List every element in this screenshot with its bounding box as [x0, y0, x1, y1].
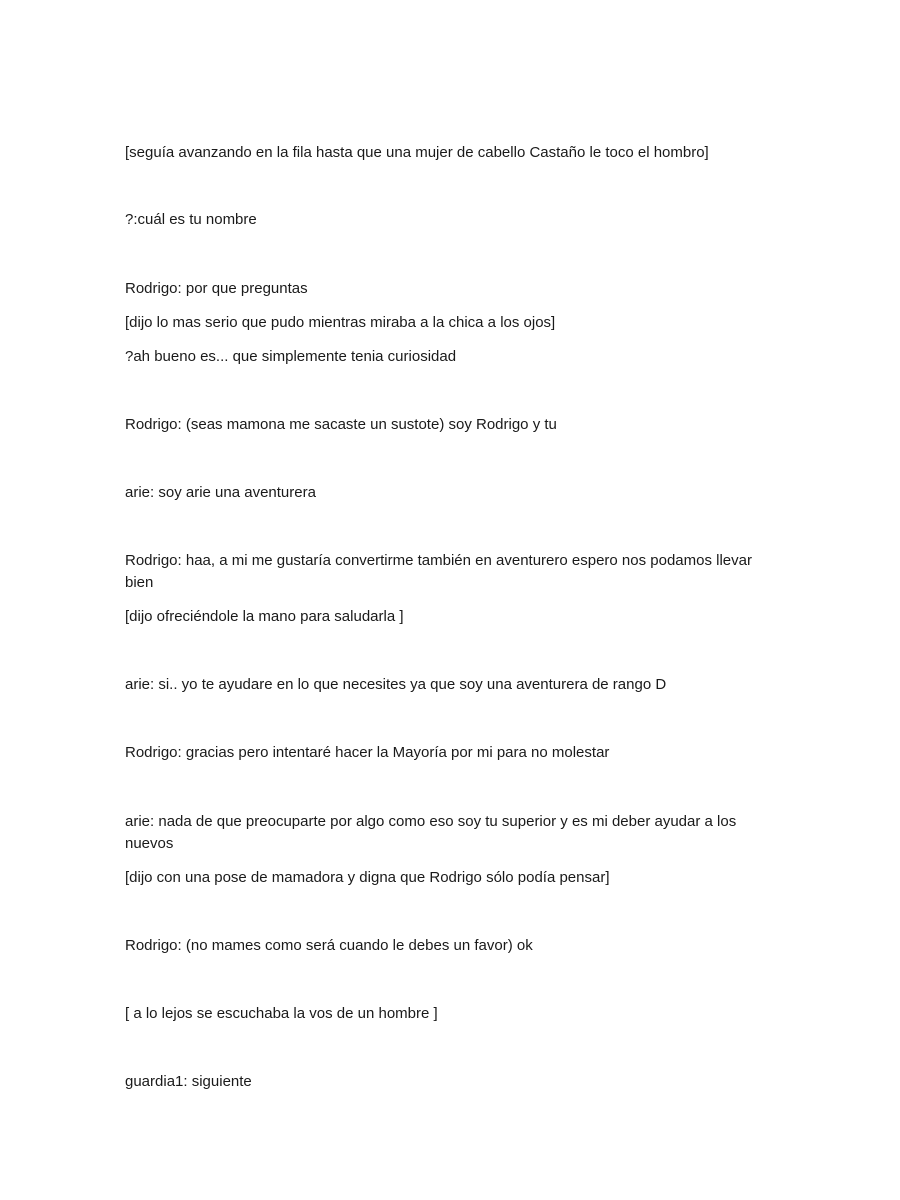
paragraph-dialogue: Rodrigo: (no mames como será cuando le debes un favor) ok — [125, 937, 533, 954]
paragraph-narration: [dijo con una pose de mamadora y digna que Rodrigo sólo podía pensar] — [125, 869, 610, 886]
paragraph-dialogue: Rodrigo: (seas mamona me sacaste un sustote) soy Rodrigo y tu — [125, 416, 557, 433]
paragraph-dialogue: ?ah bueno es... que simplemente tenia curiosidad — [125, 348, 457, 365]
paragraph-narration: [dijo ofreciéndole la mano para saludarla ] — [125, 608, 404, 625]
paragraph-dialogue: arie: soy arie una aventurera — [125, 484, 316, 501]
paragraph-dialogue: Rodrigo: haa, a mi me gustaría convertirme también en aventurero espero nos podamos llevar bien — [125, 552, 752, 591]
paragraph-dialogue: Rodrigo: por que preguntas — [125, 280, 308, 297]
paragraph-narration: [seguía avanzando en la fila hasta que una mujer de cabello Castaño le toco el hombro] — [125, 144, 709, 161]
paragraph-narration: [dijo lo mas serio que pudo mientras miraba a la chica a los ojos] — [125, 314, 556, 331]
paragraph-dialogue: arie: si.. yo te ayudare en lo que necesites ya que soy una aventurera de rango D — [125, 676, 667, 693]
paragraph-narration: [ a lo lejos se escuchaba la vos de un hombre ] — [125, 1005, 438, 1022]
paragraph-dialogue: guardia1: siguiente — [125, 1073, 252, 1090]
paragraph-dialogue: Rodrigo: gracias pero intentaré hacer la Mayoría por mi para no molestar — [125, 744, 610, 761]
paragraph-dialogue: arie: nada de que preocuparte por algo como eso soy tu superior y es mi deber ayudar a los nuevos — [125, 813, 737, 852]
paragraph-dialogue: ?:cuál es tu nombre — [125, 211, 257, 228]
